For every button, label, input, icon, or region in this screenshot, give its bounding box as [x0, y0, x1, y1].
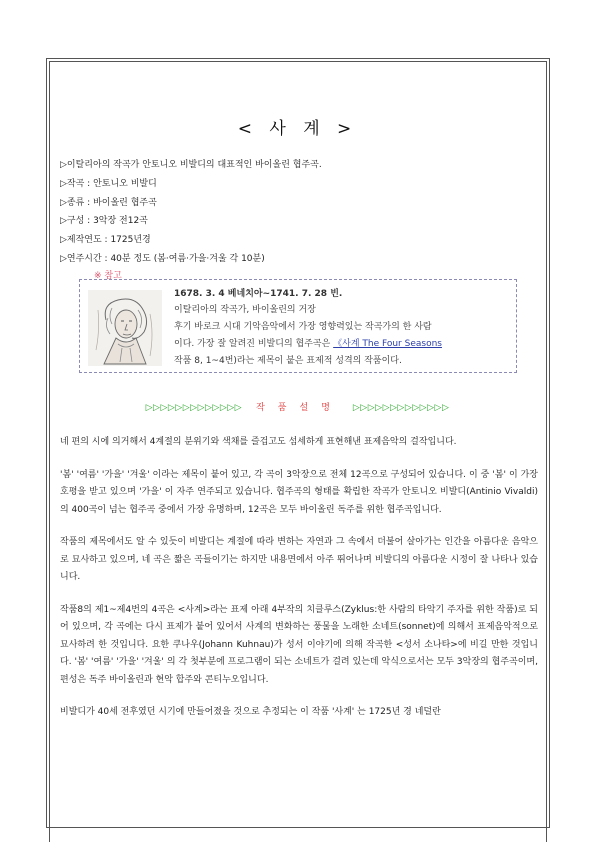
reference-line-2: 후기 바로크 시대 기악음악에서 가장 영향력있는 작곡가의 한 사람 [174, 322, 432, 332]
info-genre: ▷종류 : 바이올린 협주곡 [60, 197, 157, 208]
info-list [60, 156, 530, 269]
section-arrows-left: ▷▷▷▷▷▷▷▷▷▷▷▷▷ [145, 403, 243, 413]
four-seasons-link[interactable]: 《사계 The Four Seasons [333, 339, 442, 349]
reference-mark: ※ [94, 271, 102, 281]
info-duration: ▷연주시간 : 40분 정도 (봄·여름·가을·겨울 각 10분) [60, 253, 265, 264]
reference-dates: 1678. 3. 4 베네치아~1741. 7. 28 빈. [174, 289, 343, 299]
section-header [0, 400, 595, 413]
info-summary: ▷이탈리아의 작곡가 안토니오 비발디의 대표적인 바이올린 협주곡. [60, 160, 322, 170]
paragraph-4: 작품8의 제1~제4번의 4곡은 <사계>라는 표제 아래 4부작의 치클루스(Zyklus:한 사람의 타악기 주자를 위한 작품)로 되어 있으며, 각 곡에는 다시 표제가 붙어 있어서 사계의 변화하는 풍물을 노래한 소네트(sonnet)에 의해서 표제음악적으로 묘사하려 한 것입니다. 요한 쿠나우(Johann Kuhnau)가 성서 이야기에 의해 작곡한 <성서 소나타>에 비길 만한 것입니다. '봄' '여름' '가을' '겨울' 의 각 첫부분에 프로그램이 되는 소네트가 걸려 있는데 악식으로서는 모두 3악장의 협주곡이며, 편성은 독주 바이올린과 현악 합주와 콘티누오입니다. [60, 604, 538, 685]
page-title: < 사 계 > [237, 119, 358, 139]
paragraph-5: 비발디가 40세 전후였던 시기에 만들어졌을 것으로 추정되는 이 작품 '사계' 는 1725년 경 네덜란 [60, 707, 441, 717]
info-year: ▷제작연도 : 1725년경 [60, 235, 151, 246]
info-structure: ▷구성 : 3악장 전12곡 [60, 216, 148, 227]
composer-portrait [88, 290, 162, 366]
reference-line-3 [174, 336, 514, 353]
reference-line-1: 이탈리아의 작곡가, 바이올린의 거장 [174, 305, 316, 315]
paragraph-1: 네 편의 시에 의거해서 4계절의 분위기와 색채를 즐겁고도 섬세하게 표현해낸 표제음악의 걸작입니다. [60, 437, 457, 447]
reference-line-4: 작품 8, 1~4번)라는 제목이 붙은 표제적 성격의 작품이다. [174, 356, 402, 366]
paragraph-3: 작품의 제목에서도 알 수 있듯이 비발디는 계절에 따라 변하는 자연과 그 속에서 더불어 살아가는 인간을 아름다운 음악으로 묘사하고 있으며, 네 곡은 짧은 곡들이기는 하지만 내용면에서 아주 뛰어나며 비발디의 아름다운 시정이 잘 나타나 있습니다. [60, 537, 538, 582]
body-text [60, 434, 538, 737]
reference-label-text: 참고 [104, 271, 122, 281]
section-arrows-right: ▷▷▷▷▷▷▷▷▷▷▷▷▷ [352, 403, 450, 413]
reference-text [174, 286, 514, 370]
reference-line-3-text: 이다. 가장 잘 알려진 비발디의 협주곡은 [174, 339, 334, 349]
info-composer: ▷작곡 : 안토니오 비발디 [60, 178, 157, 189]
paragraph-2: '봄' '여름' '가을' '겨울' 이라는 제목이 붙어 있고, 각 곡이 3악장으로 전체 12곡으로 구성되어 있습니다. 이 중 '봄' 이 가장 호평을 받고 있으며 '가을' 이 자주 연주되고 있습니다. 협주곡의 형태를 확립한 작곡가 안토니오 비발디(Antinio Vivaldi)의 400곡이 넘는 협주곡 중에서 가장 유명하며, 12곡은 모두 바이올린 독주를 위한 협주곡입니다. [60, 469, 538, 515]
section-title: 작품설명 [256, 403, 343, 413]
